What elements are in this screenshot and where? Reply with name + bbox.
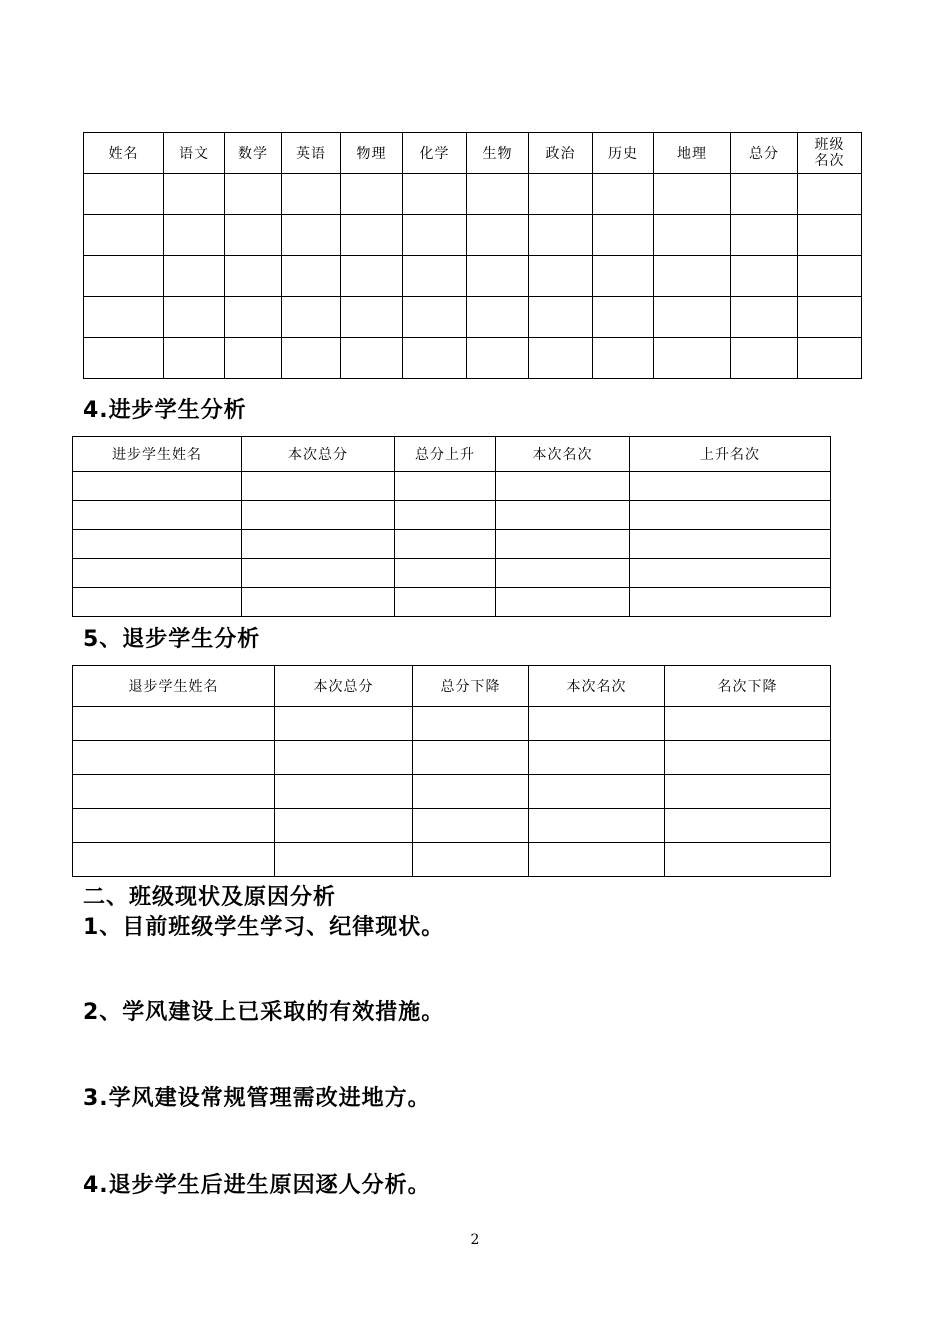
table-cell[interactable]	[731, 256, 798, 297]
table-cell[interactable]	[242, 501, 395, 530]
table-cell[interactable]	[403, 174, 467, 215]
table-cell[interactable]	[665, 809, 831, 843]
table-cell[interactable]	[73, 775, 275, 809]
table-row	[73, 741, 831, 775]
table-cell[interactable]	[529, 215, 593, 256]
header-class-rank-line2: 名次	[814, 153, 845, 169]
table-cell[interactable]	[395, 501, 496, 530]
table-cell[interactable]	[73, 559, 242, 588]
table-cell[interactable]	[798, 256, 862, 297]
header-regress-student-name: 退步学生姓名	[73, 666, 275, 707]
analysis-item-4: 4.退步学生后进生原因逐人分析。	[83, 1173, 431, 1198]
table-cell[interactable]	[84, 297, 164, 338]
table-cell[interactable]	[84, 215, 164, 256]
table-cell[interactable]	[395, 559, 496, 588]
table-cell[interactable]	[242, 472, 395, 501]
regress-table-body	[73, 707, 831, 877]
header-rank-decrease: 名次下降	[665, 666, 831, 707]
score-table	[83, 132, 862, 379]
table-row	[73, 588, 831, 617]
table-cell[interactable]	[654, 174, 731, 215]
table-cell[interactable]	[403, 297, 467, 338]
table-cell[interactable]	[413, 741, 529, 775]
table-cell[interactable]	[225, 256, 282, 297]
table-cell[interactable]	[798, 297, 862, 338]
table-cell[interactable]	[665, 707, 831, 741]
progress-section-title: 4.进步学生分析	[83, 398, 247, 423]
analysis-section-title: 二、班级现状及原因分析	[83, 885, 337, 910]
table-cell[interactable]	[225, 297, 282, 338]
table-row	[84, 174, 862, 215]
table-cell[interactable]	[593, 174, 654, 215]
table-cell[interactable]	[630, 530, 831, 559]
table-cell[interactable]	[164, 338, 225, 379]
table-cell[interactable]	[275, 707, 413, 741]
table-cell[interactable]	[164, 215, 225, 256]
table-cell[interactable]	[341, 297, 403, 338]
table-cell[interactable]	[403, 256, 467, 297]
table-cell[interactable]	[593, 297, 654, 338]
regress-table-header-row	[73, 666, 831, 707]
analysis-item-3: 3.学风建设常规管理需改进地方。	[83, 1086, 431, 1111]
table-row	[73, 501, 831, 530]
table-cell[interactable]	[73, 530, 242, 559]
table-cell[interactable]	[403, 215, 467, 256]
table-row	[73, 472, 831, 501]
table-cell[interactable]	[798, 338, 862, 379]
table-row	[73, 530, 831, 559]
table-cell[interactable]	[73, 843, 275, 877]
table-cell[interactable]	[529, 297, 593, 338]
header-class-rank-line1: 班级	[814, 137, 845, 153]
table-cell[interactable]	[630, 559, 831, 588]
table-cell[interactable]	[73, 707, 275, 741]
table-row	[73, 775, 831, 809]
table-row	[73, 843, 831, 877]
table-cell[interactable]	[242, 559, 395, 588]
table-cell[interactable]	[665, 843, 831, 877]
table-cell[interactable]	[593, 338, 654, 379]
progress-table	[72, 436, 831, 617]
table-cell[interactable]	[654, 215, 731, 256]
table-cell[interactable]	[164, 174, 225, 215]
table-cell[interactable]	[413, 843, 529, 877]
table-cell[interactable]	[529, 707, 665, 741]
table-cell[interactable]	[395, 472, 496, 501]
table-cell[interactable]	[164, 297, 225, 338]
table-cell[interactable]	[731, 297, 798, 338]
table-cell[interactable]	[84, 338, 164, 379]
progress-table-header-row	[73, 437, 831, 472]
table-row	[84, 338, 862, 379]
table-cell[interactable]	[630, 472, 831, 501]
header-geography: 地理	[654, 133, 731, 174]
table-cell[interactable]	[593, 215, 654, 256]
table-cell[interactable]	[403, 338, 467, 379]
table-cell[interactable]	[84, 174, 164, 215]
table-cell[interactable]	[593, 256, 654, 297]
table-cell[interactable]	[654, 297, 731, 338]
table-cell[interactable]	[341, 338, 403, 379]
table-cell[interactable]	[731, 215, 798, 256]
table-cell[interactable]	[225, 215, 282, 256]
table-cell[interactable]	[242, 530, 395, 559]
header-biology: 生物	[467, 133, 529, 174]
table-cell[interactable]	[73, 588, 242, 617]
table-cell[interactable]	[654, 256, 731, 297]
table-cell[interactable]	[282, 297, 341, 338]
header-total: 总分	[731, 133, 798, 174]
table-cell[interactable]	[731, 174, 798, 215]
table-cell[interactable]	[467, 215, 529, 256]
table-row	[84, 297, 862, 338]
score-table-body	[84, 174, 862, 379]
table-cell[interactable]	[529, 256, 593, 297]
table-cell[interactable]	[654, 338, 731, 379]
table-cell[interactable]	[341, 215, 403, 256]
header-english: 英语	[282, 133, 341, 174]
score-table-header-row	[84, 133, 862, 174]
table-cell[interactable]	[242, 588, 395, 617]
table-cell[interactable]	[798, 215, 862, 256]
header-chinese: 语文	[164, 133, 225, 174]
header-rank-increase: 上升名次	[630, 437, 831, 472]
table-cell[interactable]	[341, 256, 403, 297]
regress-table	[72, 665, 831, 877]
table-cell[interactable]	[395, 530, 496, 559]
table-cell[interactable]	[282, 215, 341, 256]
table-cell[interactable]	[529, 338, 593, 379]
table-row	[73, 559, 831, 588]
table-cell[interactable]	[467, 297, 529, 338]
table-cell[interactable]	[496, 472, 630, 501]
page-number: 2	[470, 1232, 480, 1248]
table-cell[interactable]	[496, 530, 630, 559]
table-cell[interactable]	[529, 775, 665, 809]
header-current-rank: 本次名次	[529, 666, 665, 707]
regress-section-title: 5、退步学生分析	[83, 627, 261, 652]
table-cell[interactable]	[529, 843, 665, 877]
analysis-item-2: 2、学风建设上已采取的有效措施。	[83, 1000, 445, 1025]
table-cell[interactable]	[275, 843, 413, 877]
table-cell[interactable]	[225, 338, 282, 379]
table-cell[interactable]	[73, 741, 275, 775]
table-cell[interactable]	[496, 501, 630, 530]
table-cell[interactable]	[529, 809, 665, 843]
table-cell[interactable]	[496, 559, 630, 588]
header-class-rank	[798, 133, 862, 174]
progress-table-body	[73, 472, 831, 617]
header-current-total: 本次总分	[275, 666, 413, 707]
table-cell[interactable]	[341, 174, 403, 215]
table-cell[interactable]	[73, 472, 242, 501]
header-name: 姓名	[84, 133, 164, 174]
table-cell[interactable]	[282, 338, 341, 379]
table-cell[interactable]	[413, 775, 529, 809]
table-cell[interactable]	[630, 588, 831, 617]
header-progress-student-name: 进步学生姓名	[73, 437, 242, 472]
table-cell[interactable]	[798, 174, 862, 215]
table-cell[interactable]	[413, 707, 529, 741]
table-cell[interactable]	[496, 588, 630, 617]
table-cell[interactable]	[73, 501, 242, 530]
table-cell[interactable]	[225, 174, 282, 215]
table-cell[interactable]	[164, 256, 225, 297]
header-politics: 政治	[529, 133, 593, 174]
header-current-total: 本次总分	[242, 437, 395, 472]
table-cell[interactable]	[282, 174, 341, 215]
table-row	[73, 809, 831, 843]
header-total-increase: 总分上升	[395, 437, 496, 472]
header-current-rank: 本次名次	[496, 437, 630, 472]
table-row	[84, 215, 862, 256]
header-math: 数学	[225, 133, 282, 174]
analysis-item-1: 1、目前班级学生学习、纪律现状。	[83, 915, 445, 940]
header-history: 历史	[593, 133, 654, 174]
table-cell[interactable]	[275, 809, 413, 843]
table-cell[interactable]	[413, 809, 529, 843]
table-cell[interactable]	[275, 775, 413, 809]
table-cell[interactable]	[395, 588, 496, 617]
table-cell[interactable]	[73, 809, 275, 843]
table-row	[73, 707, 831, 741]
header-total-decrease: 总分下降	[413, 666, 529, 707]
table-cell[interactable]	[467, 338, 529, 379]
table-cell[interactable]	[84, 256, 164, 297]
table-row	[84, 256, 862, 297]
table-cell[interactable]	[665, 741, 831, 775]
table-cell[interactable]	[665, 775, 831, 809]
header-physics: 物理	[341, 133, 403, 174]
table-cell[interactable]	[467, 174, 529, 215]
table-cell[interactable]	[731, 338, 798, 379]
table-cell[interactable]	[467, 256, 529, 297]
table-cell[interactable]	[282, 256, 341, 297]
table-cell[interactable]	[529, 174, 593, 215]
table-cell[interactable]	[275, 741, 413, 775]
table-cell[interactable]	[630, 501, 831, 530]
table-cell[interactable]	[529, 741, 665, 775]
header-chemistry: 化学	[403, 133, 467, 174]
